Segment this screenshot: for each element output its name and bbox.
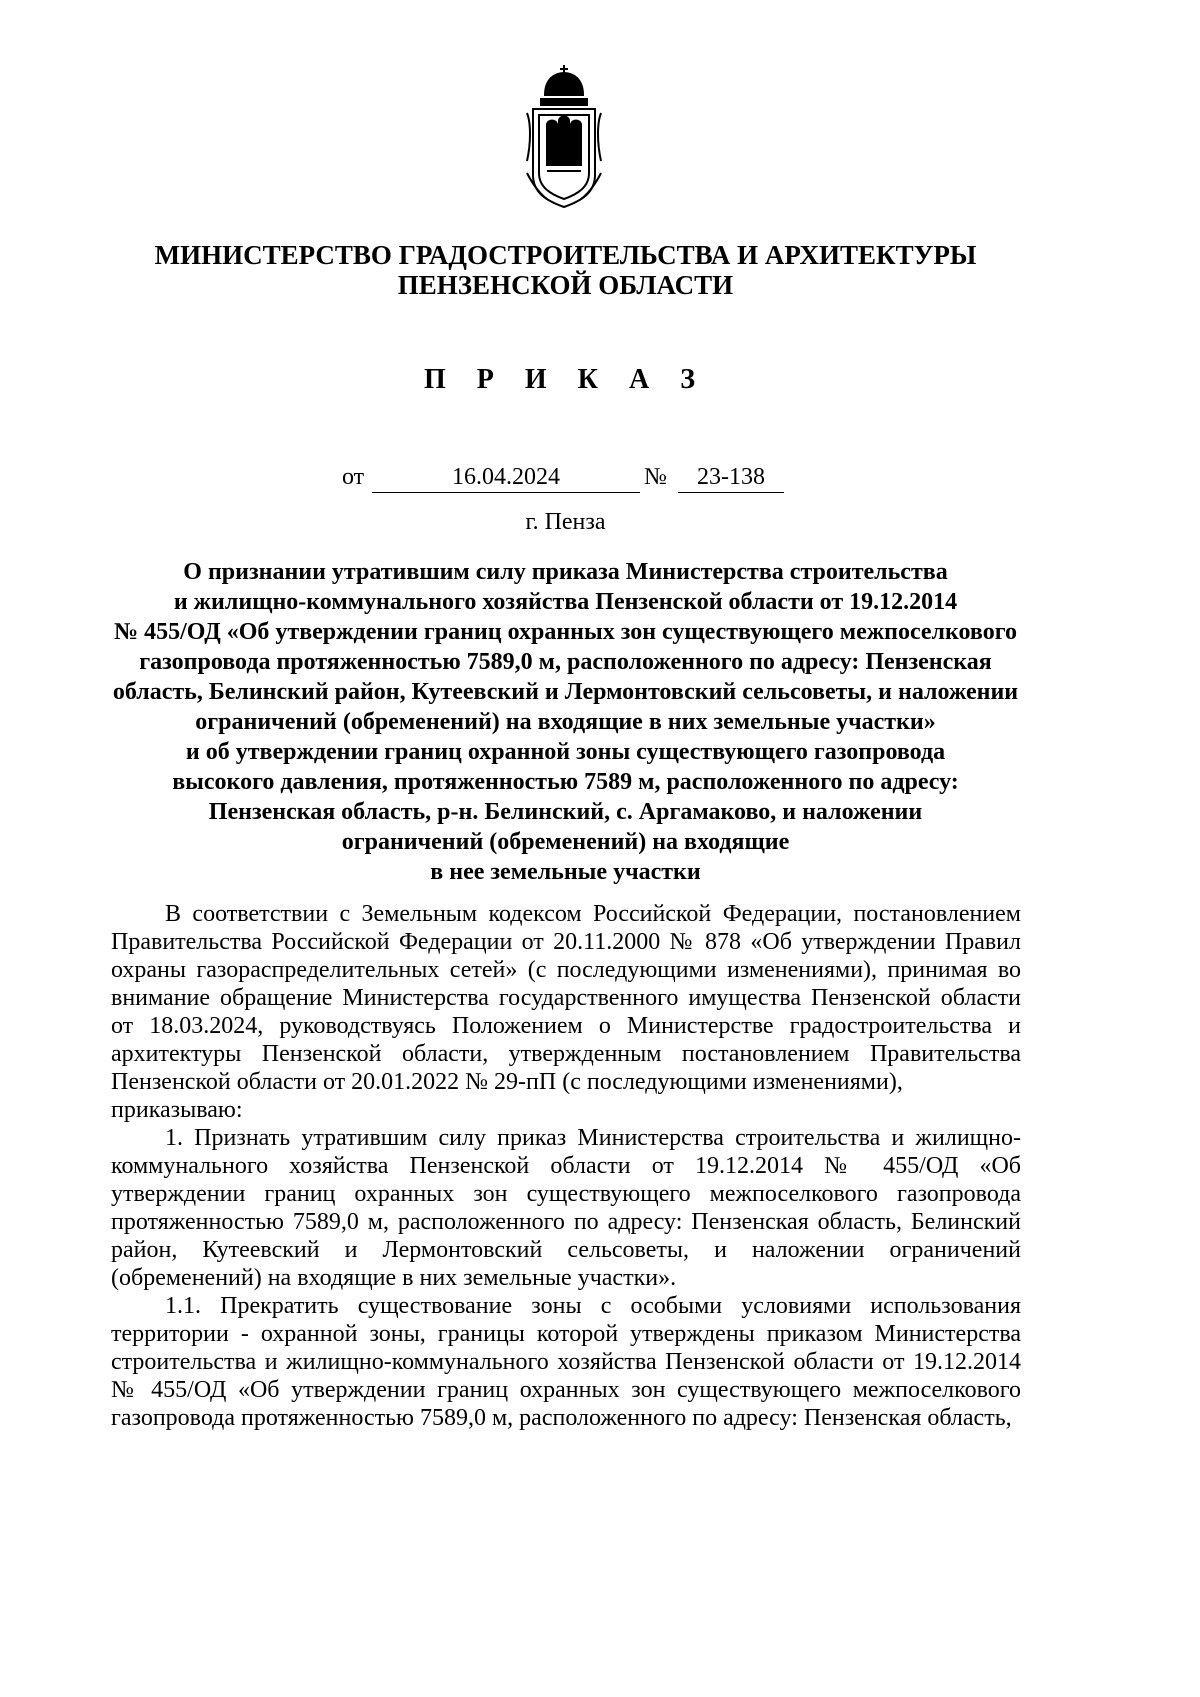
date-underline: [372, 492, 640, 493]
coat-of-arms-icon: [525, 63, 603, 214]
number-underline: [678, 492, 784, 493]
order-body: [111, 900, 1021, 1432]
order-date: 16.04.2024: [452, 464, 560, 490]
document-type-title: П Р И К А З: [424, 364, 707, 395]
number-label: №: [644, 464, 667, 490]
subject-line: О признании утратившим силу приказа Министерства строительства: [183, 559, 948, 585]
subject-line: ограничений (обременений) на входящие в них земельные участки»: [195, 709, 936, 735]
subject-line: и жилищно-коммунального хозяйства Пензенской области от 19.12.2014: [173, 589, 958, 615]
subject-line: высокого давления, протяженностью 7589 м, расположенного по адресу:: [172, 769, 959, 795]
subject-line: газопровода протяженностью 7589,0 м, расположенного по адресу: Пензенская: [139, 649, 992, 675]
preamble-paragraph: В соответствии с Земельным кодексом Российской Федерации, постановлением Правительства Российской Федерации от 20.11.2000 № 878 «Об утверждении Правил охраны газораспределительных сетей» (с последующими изменениями), принимая во внимание обращение Министерства государственного имущества Пензенской области от 18.03.2024, руководствуясь Положением о Министерстве градостроительства и архитектуры Пензенской области, утвержденным постановлением Правительства Пензенской области от 20.01.2022 № 29-пП (с последующими изменениями),: [111, 901, 1021, 1095]
subject-line: в нее земельные участки: [430, 859, 701, 885]
subject-line: № 455/ОД «Об утверждении границ охранных зон существующего межпоселкового: [113, 619, 1018, 645]
item-1-1-paragraph: 1.1. Прекратить существование зоны с особыми условиями использования территории - охранной зоны, границы которой утверждены приказом Министерства строительства и жилищно-коммунального хозяйства Пензенской области от 19.12.2014 № 455/ОД «Об утверждении границ охранных зон существующего межпоселкового газопровода протяженностью 7589,0 м, расположенного по адресу: Пензенская область,: [111, 1293, 1021, 1431]
order-word: приказываю:: [111, 1097, 243, 1123]
subject-line: Пензенская область, р-н. Белинский, с. Аргамаково, и наложении: [208, 799, 923, 825]
subject-line: и об утверждении границ охранной зоны существующего газопровода: [185, 739, 946, 765]
subject-line: ограничений (обременений) на входящие: [341, 829, 790, 855]
subject-line: область, Белинский район, Кутеевский и Лермонтовский сельсоветы, и наложении: [112, 679, 1019, 705]
ministry-name: [0, 240, 1131, 300]
order-subject: [100, 557, 1031, 887]
date-label: от: [342, 464, 365, 490]
ministry-name-line2: ПЕНЗЕНСКОЙ ОБЛАСТИ: [397, 270, 734, 300]
ministry-name-line1: МИНИСТЕРСТВО ГРАДОСТРОИТЕЛЬСТВА И АРХИТЕКТУРЫ: [154, 240, 977, 270]
item-1-paragraph: 1. Признать утратившим силу приказ Министерства строительства и жилищно-коммунального хозяйства Пензенской области от 19.12.2014 № 455/ОД «Об утверждении границ охранных зон существующего межпоселкового газопровода протяженностью 7589,0 м, расположенного по адресу: Пензенская область, Белинский район, Кутеевский и Лермонтовский сельсоветы, и наложении ограничений (обременений) на входящие в них земельные участки».: [111, 1125, 1021, 1291]
date-number-row: [0, 464, 1131, 496]
city: г. Пенза: [525, 509, 606, 535]
order-number: 23-138: [697, 464, 765, 490]
